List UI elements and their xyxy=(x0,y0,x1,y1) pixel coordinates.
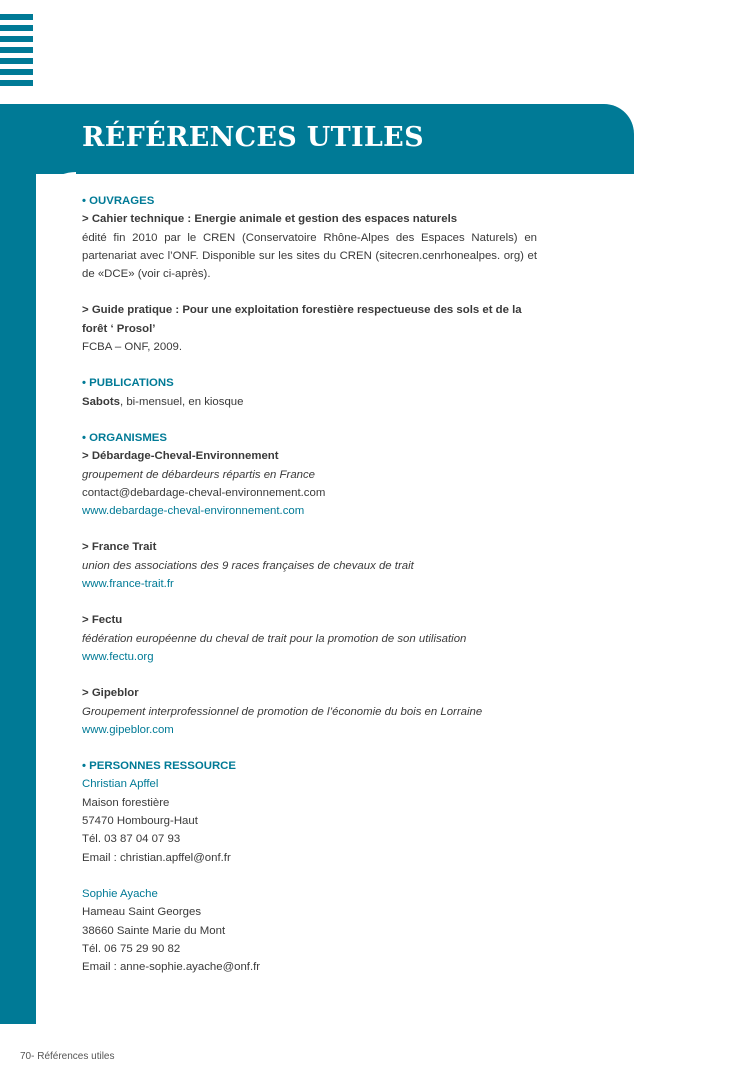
person-address-line: 57470 Hombourg-Haut xyxy=(82,815,198,828)
page-title: RÉFÉRENCES UTILES xyxy=(82,122,424,153)
main-content xyxy=(82,192,537,976)
stripe xyxy=(0,58,33,64)
band-corner-curve xyxy=(36,172,76,212)
organisme-link[interactable]: www.france-trait.fr xyxy=(82,578,174,591)
organisme-link[interactable]: www.fectu.org xyxy=(82,650,154,663)
page-footer: 70- Références utiles xyxy=(20,1051,115,1062)
organisme-link[interactable]: www.gipeblor.com xyxy=(82,723,174,736)
person-email: Email : christian.apffel@onf.fr xyxy=(82,851,231,864)
organisme-title: > Fectu xyxy=(82,614,123,627)
organisme-description: Groupement interprofessionnel de promotion de l’économie du bois en Lorraine xyxy=(82,705,483,718)
ouvrage-description: FCBA – ONF, 2009. xyxy=(82,341,183,354)
section-heading-publications: • PUBLICATIONS xyxy=(82,377,174,390)
section-heading-organismes: • ORGANISMES xyxy=(82,431,167,444)
person-name: Christian Apffel xyxy=(82,778,159,791)
person-address-line: 38660 Sainte Marie du Mont xyxy=(82,924,226,937)
ouvrage-title: > Cahier technique : Energie animale et gestion des espaces naturels xyxy=(82,213,458,226)
stripe xyxy=(0,14,33,20)
publication-name: Sabots xyxy=(82,395,120,408)
organisme-description: fédération européenne du cheval de trait pour la promotion de son utilisation xyxy=(82,632,467,645)
stripe xyxy=(0,36,33,42)
decorative-stripes xyxy=(0,14,33,91)
section-heading-personnes: • PERSONNES RESSOURCE xyxy=(82,760,236,773)
organisme-email: contact@debardage-cheval-environnement.com xyxy=(82,486,326,499)
person-phone: Tél. 03 87 04 07 93 xyxy=(82,833,181,846)
organisme-description: union des associations des 9 races françaises de chevaux de trait xyxy=(82,559,414,572)
left-margin-band xyxy=(0,104,36,1024)
stripe xyxy=(0,47,33,53)
person-address-line: Hameau Saint Georges xyxy=(82,906,202,919)
stripe xyxy=(0,25,33,31)
publication-item xyxy=(82,393,537,411)
section-heading-ouvrages: • OUVRAGES xyxy=(82,195,155,207)
person-phone: Tél. 06 75 29 90 82 xyxy=(82,942,181,955)
organisme-title: > Débardage-Cheval-Environnement xyxy=(82,450,279,463)
person-email: Email : anne-sophie.ayache@onf.fr xyxy=(82,961,261,974)
organisme-title: > Gipeblor xyxy=(82,687,139,700)
publication-description: , bi-mensuel, en kiosque xyxy=(119,395,244,408)
person-name: Sophie Ayache xyxy=(82,887,158,900)
person-address-line: Maison forestière xyxy=(82,796,170,809)
stripe xyxy=(0,69,33,75)
organisme-description: groupement de débardeurs répartis en France xyxy=(82,468,316,481)
ouvrage-description: édité fin 2010 par le CREN (Conservatoire Rhône-Alpes des Espaces Naturels) en partenariat avec l’ONF. Disponible sur les sites du CREN (sitecren.cenrhonealpes. org) et de «DCE» (voir ci-après). xyxy=(82,231,537,281)
ouvrage-title: > Guide pratique : Pour une exploitation forestière respectueuse des sols et de la forêt ‘ Prosol’ xyxy=(82,304,522,335)
organisme-link[interactable]: www.debardage-cheval-environnement.com xyxy=(82,505,305,518)
stripe xyxy=(0,80,33,86)
organisme-title: > France Trait xyxy=(82,541,157,554)
